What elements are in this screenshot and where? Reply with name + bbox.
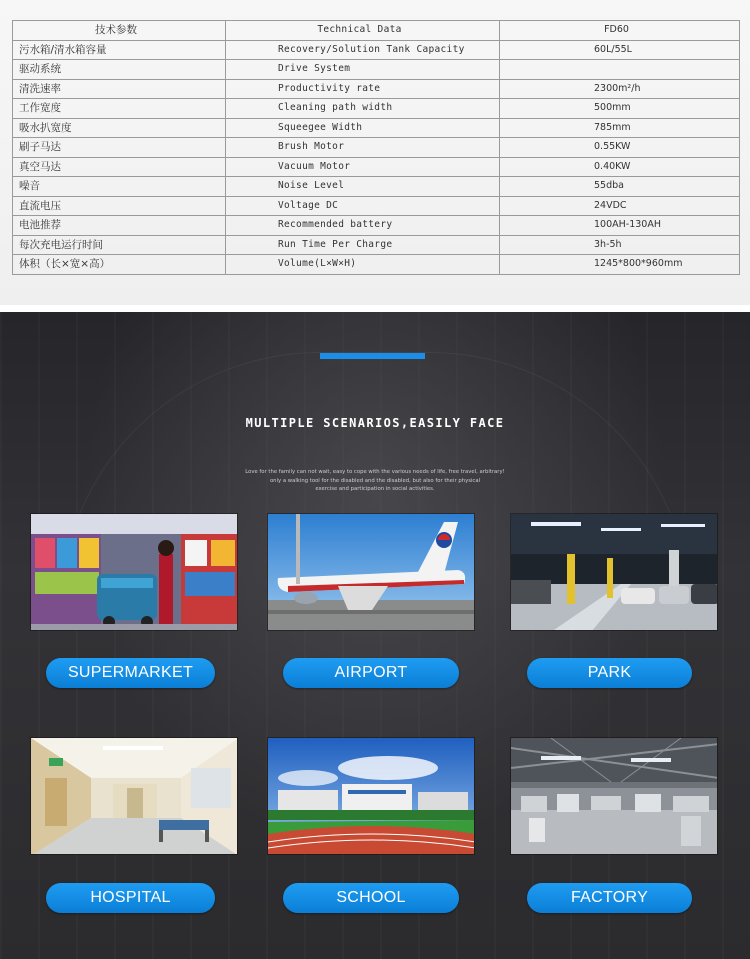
spec-en: Run Time Per Charge: [226, 235, 500, 255]
spec-header-model: FD60: [500, 21, 740, 41]
spec-row: [13, 79, 740, 99]
spec-section: [0, 0, 750, 305]
spec-row: [13, 118, 740, 138]
spec-en: Drive System: [226, 60, 500, 80]
section-description: [190, 468, 560, 494]
spec-value: 785mm: [500, 118, 740, 138]
spec-en: Squeegee Width: [226, 118, 500, 138]
spec-header-en: Technical Data: [226, 21, 500, 41]
spec-header-row: [13, 21, 740, 41]
spec-en: Recovery/Solution Tank Capacity: [226, 40, 500, 60]
spec-row: [13, 216, 740, 236]
spec-value: 55dba: [500, 177, 740, 197]
spec-en: Voltage DC: [226, 196, 500, 216]
scenario-button-school[interactable]: SCHOOL: [283, 883, 459, 913]
spec-cn: 清洗速率: [13, 79, 226, 99]
spec-value: 100AH-130AH: [500, 216, 740, 236]
hospital-corridor-photo[interactable]: [30, 737, 238, 855]
scenario-button-hospital[interactable]: HOSPITAL: [46, 883, 215, 913]
description-line: only a walking tool for the disabled and the disabled, but also for their physical: [269, 477, 481, 484]
spec-value: [500, 60, 740, 80]
description-line: exercise and participation in social activities.: [315, 486, 435, 492]
spec-cn: 直流电压: [13, 196, 226, 216]
parking-garage-photo[interactable]: [510, 513, 718, 631]
spec-en: Volume(L×W×H): [226, 255, 500, 275]
spec-value: 24VDC: [500, 196, 740, 216]
spec-cn: 体积（长×宽×高）: [13, 255, 226, 275]
scenario-button-supermarket[interactable]: SUPERMARKET: [46, 658, 215, 688]
spec-cn: 真空马达: [13, 157, 226, 177]
supermarket-photo[interactable]: [30, 513, 238, 631]
section-title: MULTIPLE SCENARIOS,EASILY FACE: [245, 416, 505, 430]
spec-value: 3h-5h: [500, 235, 740, 255]
spec-cn: 吸水扒宽度: [13, 118, 226, 138]
scenario-button-factory[interactable]: FACTORY: [527, 883, 692, 913]
spec-en: Cleaning path width: [226, 99, 500, 119]
spec-row: [13, 255, 740, 275]
spec-value: 2300m²/h: [500, 79, 740, 99]
airport-photo[interactable]: [267, 513, 475, 631]
spec-cn: 噪音: [13, 177, 226, 197]
scenarios-section: [0, 312, 750, 959]
spec-value: 60L/55L: [500, 40, 740, 60]
spec-row: [13, 177, 740, 197]
spec-cn: 电池推荐: [13, 216, 226, 236]
spec-row: [13, 138, 740, 158]
description-line: Love for the family can not wait, easy to cope with the various needs of life, free travel, arbitrary!: [245, 469, 505, 475]
spec-cn: 每次充电运行时间: [13, 235, 226, 255]
scenario-button-airport[interactable]: AIRPORT: [283, 658, 459, 688]
spec-header-cn: 技术参数: [13, 21, 226, 41]
spec-en: Vacuum Motor: [226, 157, 500, 177]
spec-value: 500mm: [500, 99, 740, 119]
spec-row: [13, 40, 740, 60]
spec-row: [13, 196, 740, 216]
spec-value: 1245*800*960mm: [500, 255, 740, 275]
spec-row: [13, 60, 740, 80]
spec-cn: 污水箱/清水箱容量: [13, 40, 226, 60]
spec-row: [13, 99, 740, 119]
spec-en: Recommended battery: [226, 216, 500, 236]
spec-cn: 驱动系统: [13, 60, 226, 80]
factory-floor-photo[interactable]: [510, 737, 718, 855]
spec-table: [12, 20, 740, 275]
scenario-button-park[interactable]: PARK: [527, 658, 692, 688]
spec-en: Noise Level: [226, 177, 500, 197]
spec-en: Productivity rate: [226, 79, 500, 99]
spec-cn: 工作宽度: [13, 99, 226, 119]
spec-value: 0.40KW: [500, 157, 740, 177]
spec-row: [13, 157, 740, 177]
spec-row: [13, 235, 740, 255]
spec-value: 0.55KW: [500, 138, 740, 158]
spec-cn: 刷子马达: [13, 138, 226, 158]
spec-en: Brush Motor: [226, 138, 500, 158]
accent-bar: [320, 353, 425, 359]
school-campus-photo[interactable]: [267, 737, 475, 855]
